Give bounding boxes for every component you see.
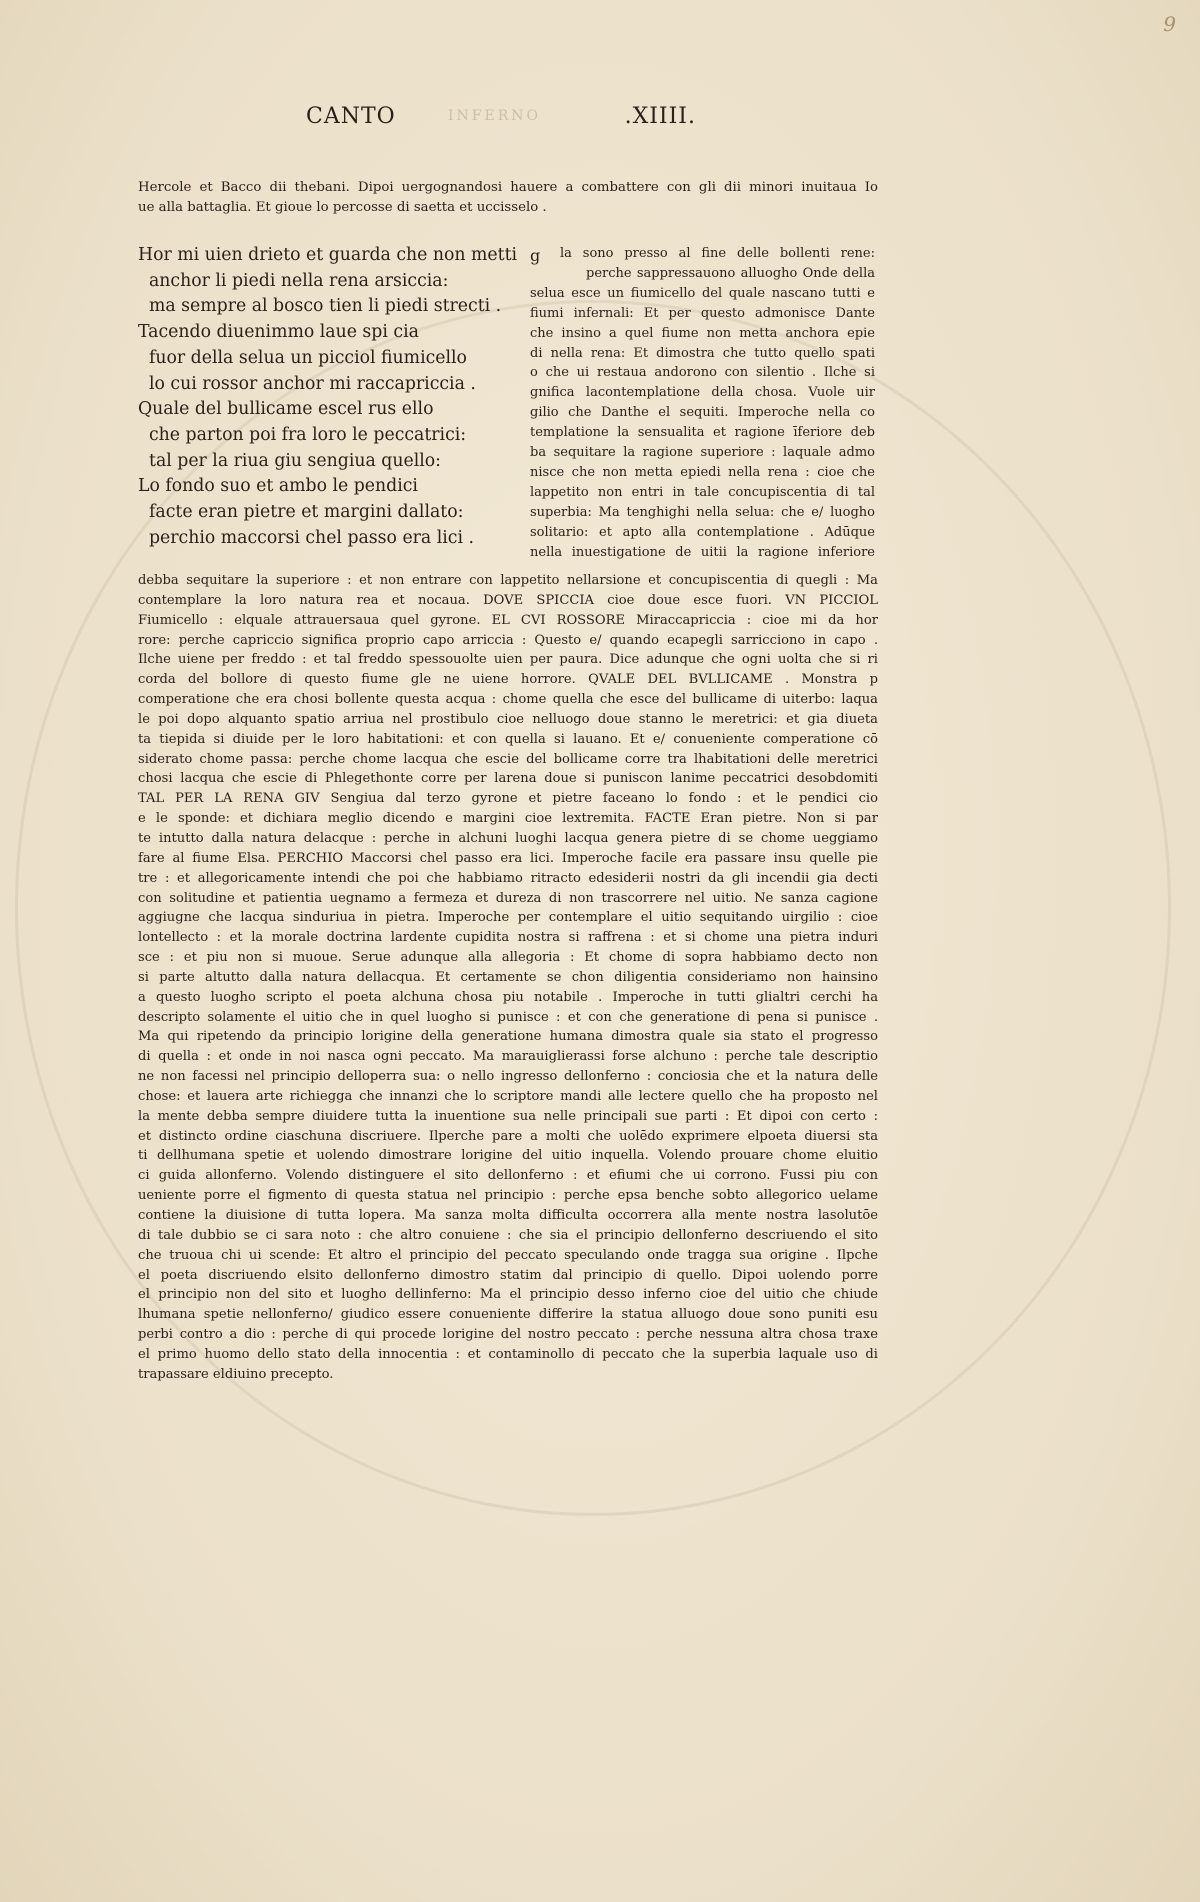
canto-label: CANTO — [306, 104, 396, 129]
commentary-line: chosi lacqua che escie di Phlegethonte corre per larena doue si puniscon lanime peccatrici desobdomiti — [138, 771, 878, 787]
intro-line: ue alla battaglia. Et gioue lo percosse di saetta et uccisselo . — [138, 199, 547, 215]
commentary-line: a questo luogho scripto el poeta alchuna chosa piu notabile . Imperoche in tutti glialtri cerchi ha — [138, 989, 878, 1005]
intro-commentary — [138, 178, 878, 217]
commentary-full-width — [138, 571, 878, 1385]
commentary-line: perbi contro a dio : perche di qui procede lorigine del nostro peccato : perche nessuna altra chosa traxe — [138, 1327, 878, 1343]
verse-line: che parton poi fra loro le peccatrici: — [149, 424, 467, 445]
commentary-line: fiumi infernali: Et per questo admonisce Dante — [530, 305, 875, 321]
commentary-line: lhumana spetie nellonferno/ giudico essere conueniente differire la statua alluogo doue sono puniti esu — [138, 1307, 878, 1323]
verse-line: tal per la riua giu sengiua quello: — [149, 450, 442, 471]
verse-line: lo cui rossor anchor mi raccapriccia . — [149, 373, 476, 394]
commentary-line: ci guida allonferno. Volendo distinguere el sito dellonferno : et efiumi che ui corrono. Fussi piu con — [138, 1168, 878, 1184]
folio-number: 9 — [1163, 12, 1176, 36]
commentary-line: TAL PER LA RENA GIV Sengiua dal terzo gyrone et pietre faceano lo fondo : et le pendici cio — [138, 791, 878, 807]
verse-line: Tacendo diuenimmo laue spi cia — [138, 322, 419, 343]
verse-block — [138, 243, 518, 551]
commentary-line: lappetito non entri in tale concupiscentia di tal — [530, 484, 875, 500]
commentary-line: e le sponde: et dichiara meglio dicendo e margini cioe lextremita. FACTE Eran pietre. Non si par — [138, 811, 878, 827]
verse-line: ma sempre al bosco tien li piedi strecti . — [149, 296, 502, 317]
commentary-line: siderato chome passa: perche chome lacqua che escie del bollicame corre tra lhabitationi delle meretrici — [138, 751, 878, 767]
verse-line: Quale del bullicame escel rus ello — [138, 399, 434, 420]
commentary-line: corda del bollore di questo fiume gle ne uiene horrore. QVALE DEL BVLLICAME . Monstra p — [138, 672, 878, 688]
commentary-line: la sono presso al fine delle bollenti rene: — [560, 246, 875, 261]
commentary-line: Ma qui ripetendo da principio lorigine della generatione humana dimostra quale sia stato el progresso — [138, 1029, 878, 1045]
commentary-line: superbia: Ma tenghighi nella selua: che e/ luogho — [530, 504, 875, 520]
commentary-line: perche sappressauono alluogho Onde della — [586, 265, 875, 281]
commentary-line: templatione la sensualita et ragione īferiore deb — [530, 425, 875, 441]
commentary-line: ta tiepida si diuide per le loro habitationi: et con quella si lauano. Et e/ conueniente comperatione cō — [138, 731, 878, 747]
show-through-word: INFERNO — [448, 108, 541, 124]
commentary-line: Fiumicello : elquale attrauersaua quel gyrone. EL CVI ROSSORE Miraccapriccia : cioe mi da hor — [138, 612, 878, 628]
verse-line: Lo fondo suo et ambo le pendici — [138, 476, 418, 497]
commentary-line: o che ui restaua andorono con silentio . Ilche si — [530, 365, 875, 381]
commentary-line: la mente debba sempre diuidere tutta la inuentione sua nelle principali sue parti : Et dipoi con certo : — [138, 1108, 878, 1124]
commentary-line: di quella : et onde in noi nasca ogni peccato. Ma marauiglierassi forse alchuno : perche tale descriptio — [138, 1049, 878, 1065]
commentary-line: el primo huomo dello stato della innocentia : et contaminollo di peccato che la superbia laquale uso di — [138, 1346, 878, 1362]
commentary-line: Ilche uiene per freddo : et tal freddo spessouolte uien per paura. Dice adunque che ogni uolta che si ri — [138, 652, 878, 668]
commentary-line: che insino a quel fiume non metta anchora epie — [530, 325, 875, 341]
commentary-line: si parte altutto dalla natura dellacqua. Et certamente se chon diligentia consideriamo non hainsino — [138, 969, 878, 985]
commentary-line: el principio non del sito et luogho dellinferno: Ma el principio desso inferno cioe del uitio che chiude — [138, 1287, 878, 1303]
commentary-line: gnifica lacontemplatione della chosa. Vuole uir — [530, 385, 875, 401]
commentary-line: contemplare la loro natura rea et nocaua. DOVE SPICCIA cioe doue esce fuori. VN PICCIOL — [138, 592, 878, 608]
commentary-line: trapassare eldiuino precepto. — [138, 1366, 334, 1382]
commentary-line: rore: perche capriccio significa proprio capo arriccia : Questo e/ quando ecapegli sarricciono in capo . — [138, 632, 878, 648]
commentary-line: comperatione che era chosi bollente questa acqua : chome quella che esce del bullicame di uiterbo: laqua — [138, 692, 878, 708]
commentary-line: aggiugne che lacqua sinduriua in pietra. Imperoche per contemplare el uitio sequitando uirgilio : cioe — [138, 910, 878, 926]
commentary-line: el poeta discriuendo elsito dellonferno dimostro statim dal principio di quello. Dipoi uolendo porre — [138, 1267, 878, 1283]
verse-line: perchio maccorsi chel passo era lici . — [149, 527, 474, 548]
commentary-column — [530, 244, 875, 563]
commentary-line: nella inuestigatione de uitii la ragione inferiore — [530, 544, 875, 560]
canto-number: .XIIII. — [624, 104, 696, 129]
commentary-line: tre : et allegoricamente intendi che poi che habbiamo ritracto edesiderii nostri da gli incendii gia decti — [138, 870, 878, 886]
commentary-line: gilio che Danthe el sequiti. Imperoche nella co — [530, 405, 875, 421]
verse-line: Hor mi uien drieto et guarda che non metti — [138, 245, 518, 265]
verse-line: fuor della selua un picciol fiumicello — [149, 347, 467, 368]
commentary-line: et distincto ordine ciaschuna discriuere. Ilperche pare a molti che uolēdo exprimere elpoeta diuersi sta — [138, 1128, 878, 1144]
commentary-line: ueniente porre el figmento di questa statua nel principio : perche epsa benche sobto allegorico uelame — [138, 1188, 878, 1204]
commentary-line: con solitudine et patientia uegnamo a fermeza et dureza di non trascorrere nel uitio. Ne sanza cagione — [138, 890, 878, 906]
commentary-line: ti dellhumana spetie et uolendo dimostrare lorigine del uitio inquella. Volendo prouare chome eluitio — [138, 1148, 878, 1164]
commentary-line: fare al fiume Elsa. PERCHIO Maccorsi chel passo era lici. Imperoche facile era passare insu quelle pie — [138, 850, 878, 866]
intro-line: Hercole et Bacco dii thebani. Dipoi uergognandosi hauere a combattere con gli dii minori inuitaua Io — [138, 180, 878, 195]
commentary-line: sce : et piu non si muoue. Serue adunque alla allegoria : Et chome di sopra habbiamo decto non — [138, 950, 878, 966]
commentary-line: le poi dopo alquanto spatio arriua nel prostibulo cioe nelluogo doue stanno le meretrici: et gia diueta — [138, 711, 878, 727]
commentary-line: te intutto dalla natura delacque : perche in alchuni luoghi lacqua genera pietre di se chome ueggiamo — [138, 830, 878, 846]
commentary-line: lontellecto : et la morale doctrina lardente cupidita nostra si raffrena : et si chome una pietra induri — [138, 930, 878, 946]
commentary-line: che truoua chi ui scende: Et altro el principio del peccato speculando onde tragga sua origine . Ilpche — [138, 1247, 878, 1263]
commentary-line: di nella rena: Et dimostra che tutto quello spati — [530, 345, 875, 361]
commentary-line: chose: et lauera arte richiegga che innanzi che lo scriptore mandi alle lectere quello che ha proposto nel — [138, 1088, 878, 1104]
commentary-line: solitario: et apto alla contemplatione . Adūque — [530, 524, 875, 540]
commentary-line: nisce che non metta epiedi nella rena : cioe che — [530, 464, 875, 480]
commentary-line: descripto solamente el uitio che in quel luogho si punisce : et con che generatione di pena si punisce . — [138, 1009, 878, 1025]
commentary-line: ba sequitare la ragione superiore : laquale admo — [530, 445, 875, 461]
commentary-line: selua esce un fiumicello del quale nascano tutti e — [530, 285, 875, 301]
commentary-line: debba sequitare la superiore : et non entrare con lappetito nellarsione et concupiscentia di quegli : Ma — [138, 573, 878, 588]
verse-line: facte eran pietre et margini dallato: — [149, 502, 464, 523]
verse-line: anchor li piedi nella rena arsiccia: — [149, 270, 449, 291]
commentary-line: contiene la diuisione di tutta lopera. Ma sanza molta difficulta occorrera alla mente nostra lasolutōe — [138, 1208, 878, 1223]
initial-letter: g — [530, 246, 541, 265]
commentary-line: ne non facessi nel principio delloperra sua: o nello ingresso dellonferno : conciosia che et la natura delle — [138, 1069, 878, 1085]
commentary-line: di tale dubbio se ci sara noto : che altro conuiene : che sia el principio dellonferno descriuendo el sito — [138, 1227, 878, 1243]
